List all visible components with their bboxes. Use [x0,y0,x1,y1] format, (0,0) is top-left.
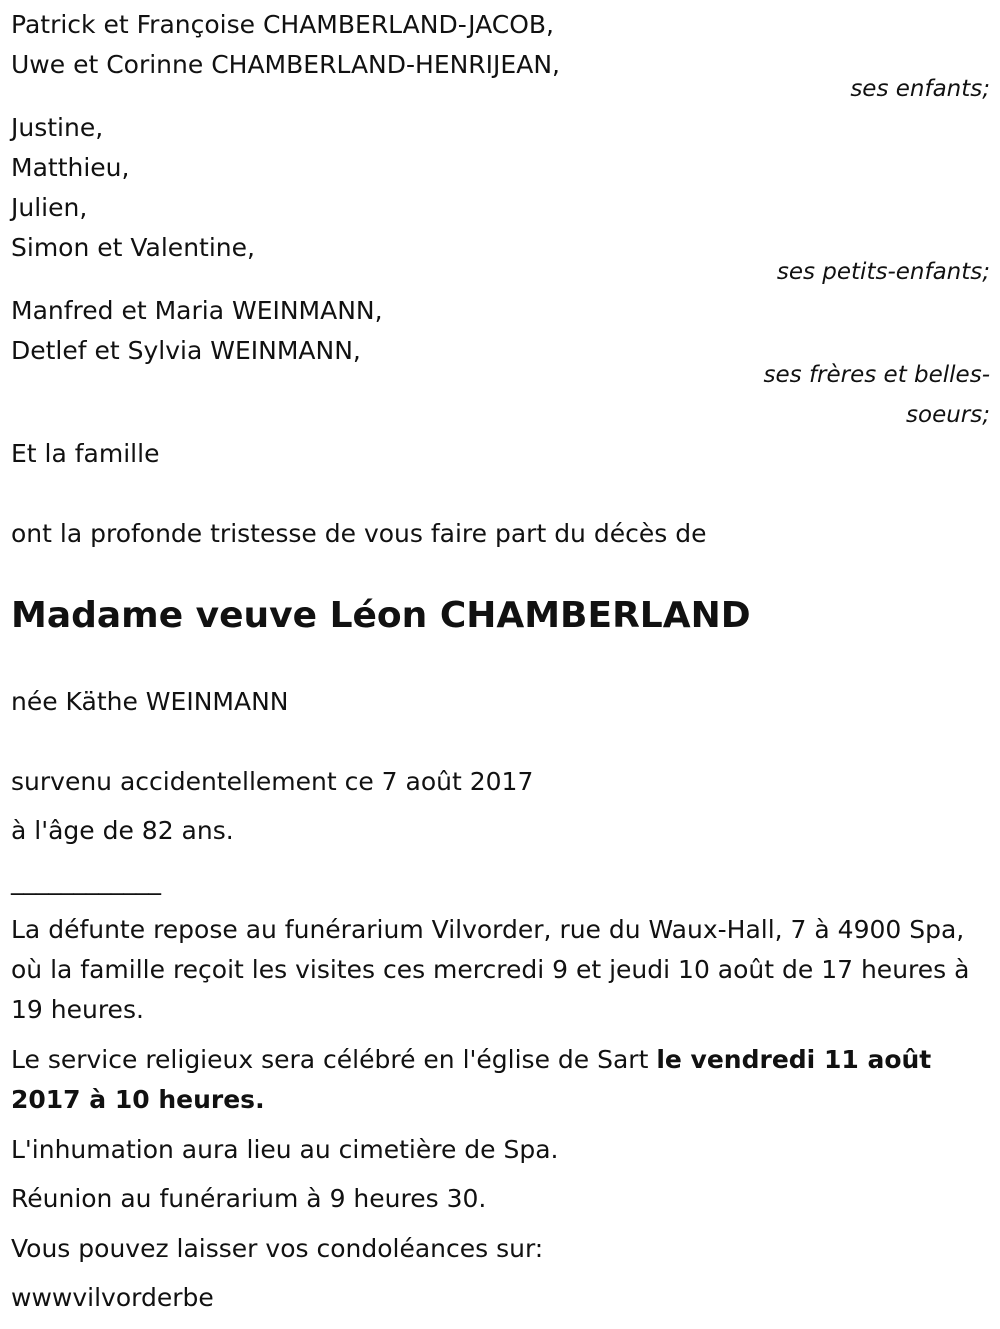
family-line: Et la famille [11,439,160,468]
repose-details: La défunte repose au funérarium Vilvorder, rue du Waux-Hall, 7 à 4900 Spa, où la famille reçoit les visites ces mercredi 9 et jeudi 10 août de 17 heures à 19 heures. [11,915,970,1024]
grandchild-name: Justine, [11,113,104,142]
grandchild-name: Julien, [11,193,88,222]
condolences-text: Vous pouvez laisser vos condoléances sur: [11,1234,544,1263]
grandchild-name: Simon et Valentine, [11,233,255,262]
birth-name: née Käthe WEINMANN [11,687,289,716]
deceased-name: Madame veuve Léon CHAMBERLAND [11,595,751,636]
grandchild-name: Matthieu, [11,153,130,182]
announcement: ont la profonde tristesse de vous faire part du décès de [11,519,707,548]
meeting-details: Réunion au funérarium à 9 heures 30. [11,1184,487,1213]
service-date: le vendredi 11 août 2017 à 10 heures. [11,1045,932,1114]
child-name: Uwe et Corinne CHAMBERLAND-HENRIJEAN, [11,50,560,79]
child-name: Patrick et Françoise CHAMBERLAND-JACOB, [11,10,554,39]
burial-details: L'inhumation aura lieu au cimetière de Spa. [11,1135,559,1164]
sibling-name: Detlef et Sylvia WEINMANN, [11,336,361,365]
age: à l'âge de 82 ans. [11,816,234,845]
service-intro: Le service religieux sera célébré en l'église de Sart [11,1045,657,1074]
service-details [11,1040,976,1120]
children-label: ses enfants; [850,76,990,102]
sibling-name: Manfred et Maria WEINMANN, [11,296,383,325]
separator: ____________ [11,866,161,895]
condolences-website[interactable]: wwwvilvorderbe [11,1283,214,1312]
grandchildren-label: ses petits-enfants; [776,259,990,285]
death-info: survenu accidentellement ce 7 août 2017 [11,767,534,796]
siblings-label-line2: soeurs; [906,402,990,428]
siblings-label-line1: ses frères et belles- [763,362,990,388]
